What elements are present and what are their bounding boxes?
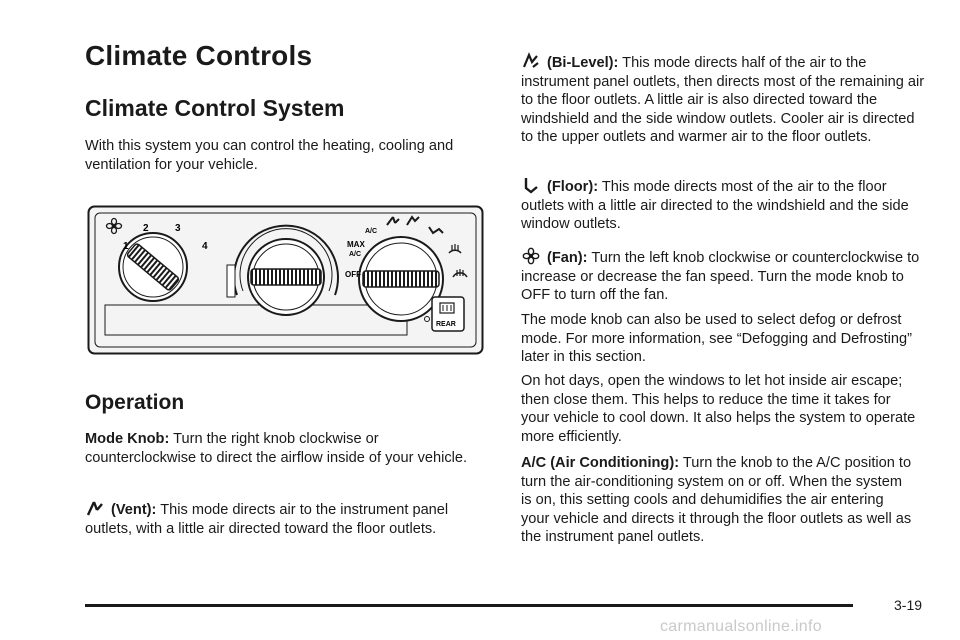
ac-label: A/C (Air Conditioning): xyxy=(521,455,680,471)
mode-knob xyxy=(359,237,443,321)
climate-control-panel-illustration xyxy=(87,205,484,355)
max-ac-position-label: A/C xyxy=(349,251,362,258)
vent-mode-icon xyxy=(85,499,105,517)
bilevel-text: This mode directs half of the air to the instrument panel outlets, then directs most of the remaining air to the floor outlets. A little air is also directed toward the windshield and the side window outlets. Cooler air is directed to the upper outlets and warmer air to the floor outlets. xyxy=(521,55,925,145)
watermark: carmanualsonline.info xyxy=(660,618,822,635)
bilevel-label: (Bi-Level): xyxy=(547,55,619,71)
bilevel-mode-icon xyxy=(521,52,541,70)
mode-knob-paragraph xyxy=(85,430,480,467)
fan-text: Turn the left knob clockwise or counterclockwise to increase or decrease the fan speed. Turn the mode knob to OFF to turn off the fan. xyxy=(521,250,920,303)
page-number: 3-19 xyxy=(894,597,923,613)
defog-paragraph: The mode knob can also be used to select defog or defrost mode. For more information, see “Defogging and Defrosting” later in this section. xyxy=(521,312,912,365)
max-position-label: MAX xyxy=(347,240,365,249)
footer-rule xyxy=(85,604,853,607)
fan-speed-2: 2 xyxy=(143,223,149,234)
ac-paragraph xyxy=(521,454,916,547)
fan-label: (Fan): xyxy=(547,250,588,266)
intro-paragraph: With this system you can control the heating, cooling and ventilation for your vehicle. xyxy=(85,138,454,173)
ac-text: Turn the knob to the A/C position to turn the air-conditioning system on or off. When the system is on, this setting cools and dehumidifies the air entering your vehicle and directs it through the floor outlets as well as the instrument panel outlets. xyxy=(521,455,912,545)
mode-knob-label: Mode Knob: xyxy=(85,431,170,447)
bilevel-paragraph xyxy=(521,52,926,147)
hot-days-paragraph: On hot days, open the windows to let hot inside air escape; then close them. This helps to reduce the time it takes for your vehicle to cool down. It also helps the system to operate more efficiently. xyxy=(521,373,916,445)
mode-knob-text: Turn the right knob clockwise or counterclockwise to direct the airflow inside of your vehicle. xyxy=(85,431,468,466)
operation-heading: Operation xyxy=(85,391,185,414)
vent-text: This mode directs air to the instrument panel outlets, with a little air directed toward the floor outlets. xyxy=(85,502,449,537)
fan-knob xyxy=(119,233,187,301)
floor-paragraph xyxy=(521,176,926,234)
section-heading: Climate Control System xyxy=(85,95,345,121)
floor-text: This mode directs most of the air to the floor outlets with a little air directed to the windshield and the side window outlets. xyxy=(521,179,909,232)
vent-paragraph xyxy=(85,499,480,538)
fan-speed-3: 3 xyxy=(175,223,181,234)
floor-mode-icon xyxy=(521,176,541,194)
page-title: Climate Controls xyxy=(85,40,313,71)
fan-icon xyxy=(521,247,541,265)
rear-label: REAR xyxy=(436,321,456,328)
vent-label: (Vent): xyxy=(111,502,157,518)
floor-label: (Floor): xyxy=(547,179,599,195)
ac-position-label: A/C xyxy=(365,228,378,235)
off-position-label: OFF xyxy=(345,270,361,279)
fan-speed-1: 1 xyxy=(123,241,129,252)
fan-paragraph xyxy=(521,247,926,305)
fan-speed-4: 4 xyxy=(202,241,208,252)
